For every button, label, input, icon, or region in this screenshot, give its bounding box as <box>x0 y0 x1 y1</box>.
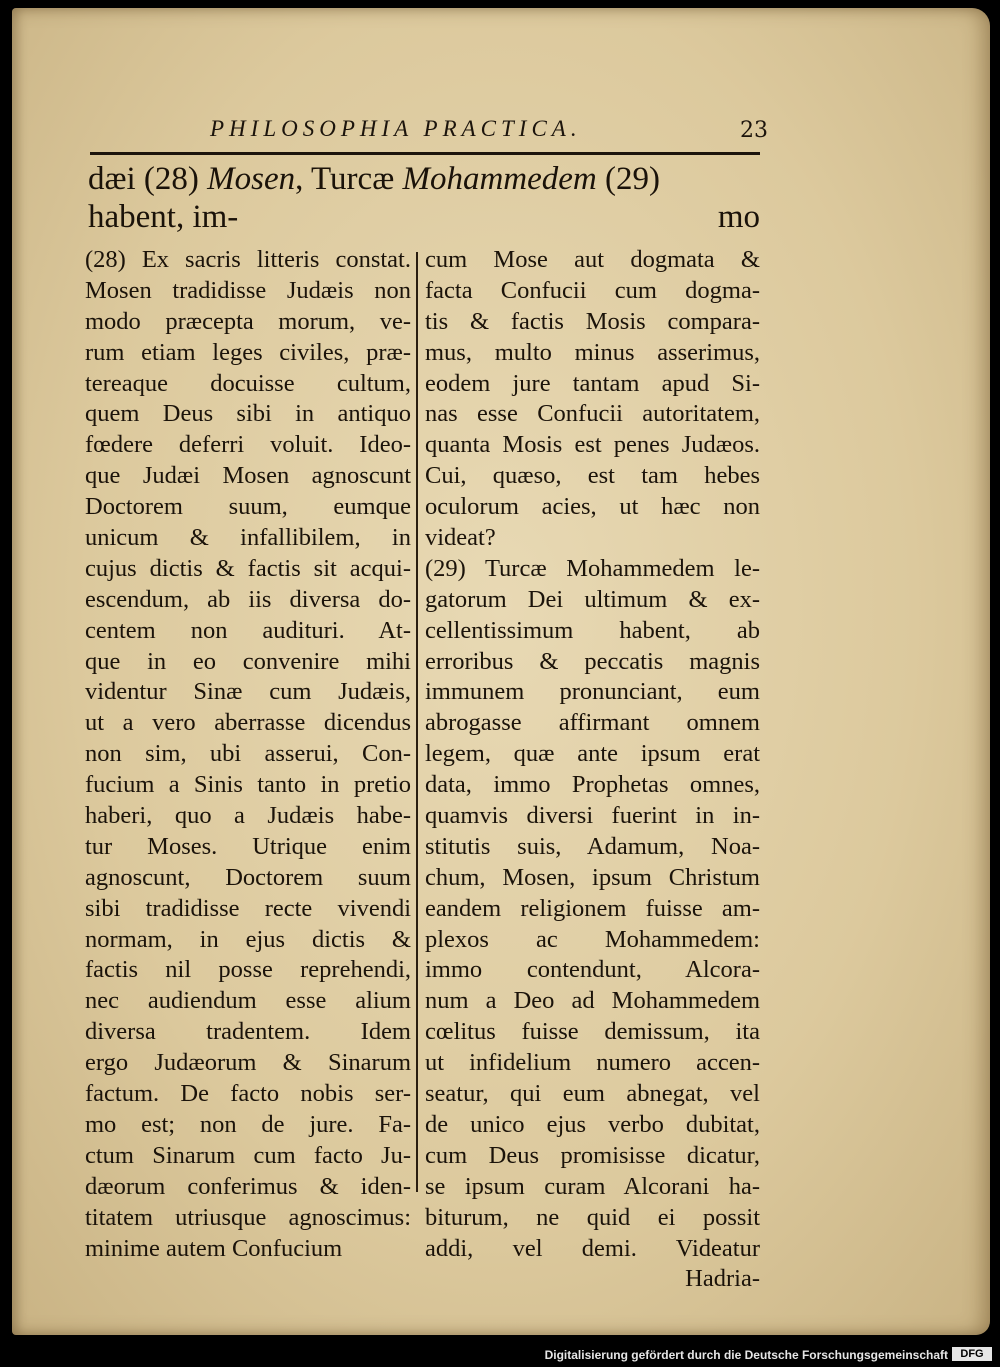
dfg-logo: DFG <box>952 1347 992 1361</box>
text-line: Hadria- <box>685 1265 760 1293</box>
text-line: immo contendunt, Alcora- <box>425 956 760 984</box>
text-line: mus, multo minus asserimus, <box>425 338 760 366</box>
text-line: cujus dictis & factis sit acqui- <box>85 554 411 582</box>
text-line: dæorum conferimus & iden- <box>85 1172 411 1200</box>
text-line: diversa tradentem. Idem <box>85 1018 411 1046</box>
text-line: erroribus & peccatis magnis <box>425 647 760 675</box>
text-line: seatur, qui eum abnegat, vel <box>425 1080 760 1108</box>
text-line: cum Mose aut dogmata & <box>425 246 760 273</box>
text-line: facta Confucii cum dogma- <box>425 276 760 304</box>
lead-text-b: Mosen <box>207 161 296 197</box>
header-rule <box>90 152 760 155</box>
text-line: normam, in ejus dictis & <box>85 925 411 953</box>
lead-wrap-word: mo <box>717 199 760 235</box>
lead-text-e: (29) habent, im- <box>88 161 660 235</box>
text-line: fucium a Sinis tanto in pretio <box>85 771 411 799</box>
text-line: videntur Sinæ cum Judæis, <box>85 678 411 706</box>
text-line: data, immo Prophetas omnes, <box>425 771 760 799</box>
text-line: sibi tradidisse recte vivendi <box>85 894 411 922</box>
text-line: modo præcepta morum, ve- <box>85 307 411 335</box>
text-line: eandem religionem fuisse am- <box>425 894 760 922</box>
text-line: tis & factis Mosis compara- <box>425 307 760 335</box>
text-line: agnoscunt, Doctorem suum <box>85 863 411 891</box>
text-line: biturum, ne quid ei possit <box>425 1203 760 1231</box>
text-line: centem non audituri. At- <box>85 616 411 644</box>
text-line: titatem utriusque agnoscimus: <box>85 1203 411 1231</box>
lead-text-d: Mohammedem <box>402 161 597 197</box>
text-line: stitutis suis, Adamum, Noa- <box>425 832 760 860</box>
footer-credit: Digitalisierung gefördert durch die Deutsche Forschungsgemeinschaft <box>544 1348 948 1362</box>
text-line: factum. De facto nobis ser- <box>85 1080 411 1108</box>
text-line: ctum Sinarum cum facto Ju- <box>85 1141 411 1169</box>
text-line: que in eo convenire mihi <box>85 647 411 675</box>
text-line: videat? <box>425 524 496 552</box>
text-line: que Judæi Mosen agnoscunt <box>85 462 411 490</box>
text-line: oculorum acies, ut hæc non <box>425 493 760 521</box>
column-divider <box>416 252 418 1192</box>
text-line: factis nil posse reprehendi, <box>85 956 411 984</box>
text-line: abrogasse affirmant omnem <box>425 709 760 737</box>
text-line: ergo Judæorum & Sinarum <box>85 1049 411 1077</box>
text-line: minime autem Confucium <box>85 1234 343 1262</box>
text-line: ut infidelium numero accen- <box>425 1049 760 1077</box>
text-line: addi, vel demi. Videatur <box>425 1234 760 1262</box>
text-line: tur Moses. Utrique enim <box>85 832 411 860</box>
text-line: legem, quæ ante ipsum erat <box>425 740 760 768</box>
text-line: cum Deus promisisse dicatur, <box>425 1141 760 1169</box>
text-line: Cui, quæso, est tam hebes <box>425 462 760 490</box>
text-line: haberi, quo a Judæis habe- <box>85 802 411 830</box>
text-line: quamvis diversi fuerint in in- <box>425 802 760 830</box>
text-line: nec audiendum esse alium <box>85 987 411 1015</box>
text-line: cœlitus fuisse demissum, ita <box>425 1018 760 1046</box>
text-line: de unico ejus verbo dubitat, <box>425 1110 760 1138</box>
running-title: PHILOSOPHIA PRACTICA. <box>210 116 582 141</box>
text-line: tereaque docuisse cultum, <box>85 369 411 397</box>
text-line: cellentissimum habent, ab <box>425 616 760 644</box>
text-line: non sim, ubi asserui, Con- <box>85 740 411 768</box>
lead-text-c: , Turcæ <box>295 161 395 197</box>
text-line: (29) Turcæ Mohammedem le- <box>425 554 760 582</box>
lead-text-a: dæi (28) <box>88 161 199 197</box>
text-line: escendum, ab iis diversa do- <box>85 585 411 613</box>
text-line: nas esse Confucii autoritatem, <box>425 400 760 428</box>
text-line: immunem pronunciant, eum <box>425 678 760 706</box>
text-line: ut a vero aberrasse dicendus <box>85 709 411 737</box>
footnote-column-right <box>425 245 760 1295</box>
page-header <box>90 112 770 152</box>
lead-line <box>88 160 760 236</box>
text-line: quem Deus sibi in antiquo <box>85 400 411 428</box>
text-line: fœdere deferri voluit. Ideo- <box>85 431 411 459</box>
text-line: Doctorem suum, eumque <box>85 493 411 521</box>
text-line: mo est; non de jure. Fa- <box>85 1110 411 1138</box>
text-line: eodem jure tantam apud Si- <box>425 369 760 397</box>
text-line: se ipsum curam Alcorani ha- <box>425 1172 760 1200</box>
text-line: Mosen tradidisse Judæis non <box>85 276 411 304</box>
text-line: unicum & infallibilem, in <box>85 524 411 552</box>
text-line: rum etiam leges civiles, præ- <box>85 338 411 366</box>
text-line: quanta Mosis est penes Judæos. <box>425 431 760 459</box>
text-line: num a Deo ad Mohammedem <box>425 987 760 1015</box>
footnote-column-left <box>85 245 411 1264</box>
text-line: (28) Ex sacris litteris constat. <box>85 246 411 273</box>
text-line: gatorum Dei ultimum & ex- <box>425 585 760 613</box>
text-line: plexos ac Mohammedem: <box>425 925 760 953</box>
text-line: chum, Mosen, ipsum Christum <box>425 863 760 891</box>
page-number: 23 <box>740 118 768 143</box>
